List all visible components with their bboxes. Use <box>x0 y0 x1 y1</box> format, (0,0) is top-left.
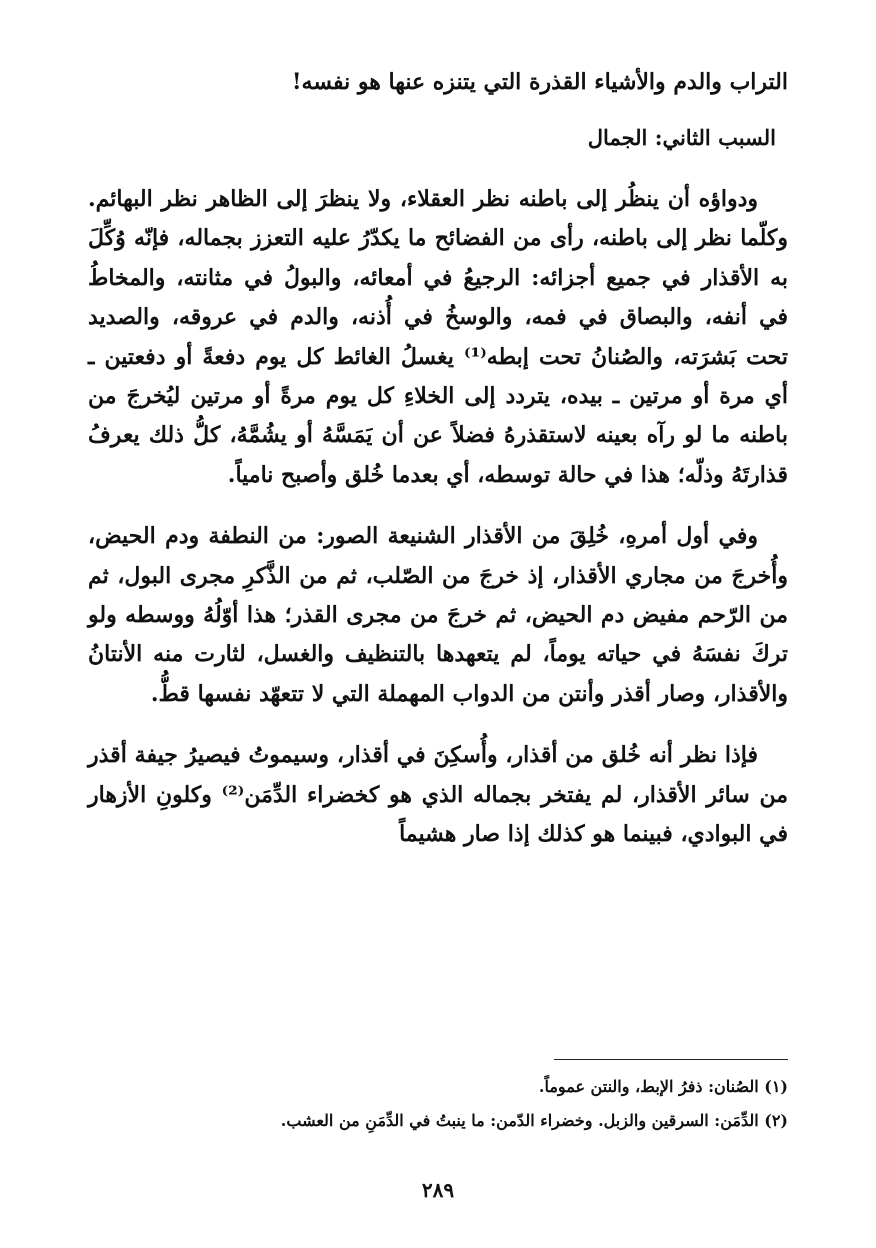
footnotes <box>88 1070 788 1138</box>
continuation-line: التراب والدم والأشياء القذرة التي يتنزه عنها هو نفسه! <box>291 69 788 95</box>
section-heading: السبب الثاني: الجمال <box>587 125 776 150</box>
page-body <box>88 62 788 855</box>
footnote: (١) الصُنان: ذفرُ الإبط، والنتن عموماً. <box>538 1077 788 1096</box>
footnote: (٢) الدِّمَن: السرقين والزبل. وخضراء الدّمن: ما ينبتُ في الدِّمَنِ من العشب. <box>280 1111 788 1130</box>
page-number: ٢٨٩ <box>421 1178 455 1202</box>
footnote-separator <box>554 1059 788 1060</box>
paragraph: ودواؤه أن ينظُر إلى باطنه نظر العقلاء، ولا ينظرَ إلى الظاهر نظر البهائم. وكلّما نظر إلى باطنه، رأى من الفضائح ما يكدّرُ عليه التعزز بجماله، فإنّه وُكِّلَ به الأقذار في جميع أجزائه: الرجيعُ في أمعائه، والبولُ في مثانته، والمخاطُ في أنفه، والبصاق في فمه، والوسخُ في أُذنه، والدم في عروقه، والصديد تحت بَشرَته، والصُنانُ تحت إبطه⁽¹⁾ يغسلُ الغائط كل يوم دفعةً أو دفعتين ـ أي مرة أو مرتين ـ بيده، يتردد إلى الخلاءِ كل يوم مرةً أو مرتين ليُخرجَ من باطنه ما لو رآه بعينه لاستقذرهُ فضلاً عن أن يَمَسَّهُ أو يشُمَّهُ، كلُّ ذلك يعرفُ قذارتَهُ وذلّه؛ هذا في حالة توسطه، أي بعدما خُلق وأصبح نامياً. <box>88 186 789 488</box>
paragraph: فإذا نظر أنه خُلق من أقذار، وأُسكِنَ في أقذار، وسيموتُ فيصيرُ جيفة أقذر من سائر الأقذار، لم يفتخر بجماله الذي هو كخضراء الدِّمَن⁽²⁾ وكلونِ الأزهار في البوادي، فبينما هو كذلك إذا صار هشيماً <box>88 742 788 848</box>
paragraph: وفي أول أمرهِ، خُلِقَ من الأقذار الشنيعة الصور: من النطفة ودم الحيض، وأُخرجَ من مجاري الأقذار، إذ خرجَ من الصّلب، ثم من الذَّكرِ مجرى البول، ثم من الرّحم مفيض دم الحيض، ثم خرجَ من مجرى القذر؛ هذا أوّلُهُ ووسطه ولو تركَ نفسَهُ في حياته يوماً، لم يتعهدها بالتنظيف والغسل، لثارت منه الأنتانُ والأقذار، وصار أقذر وأنتن من الدواب المهملة التي لا تتعهّد نفسها قطُّ. <box>88 523 788 707</box>
